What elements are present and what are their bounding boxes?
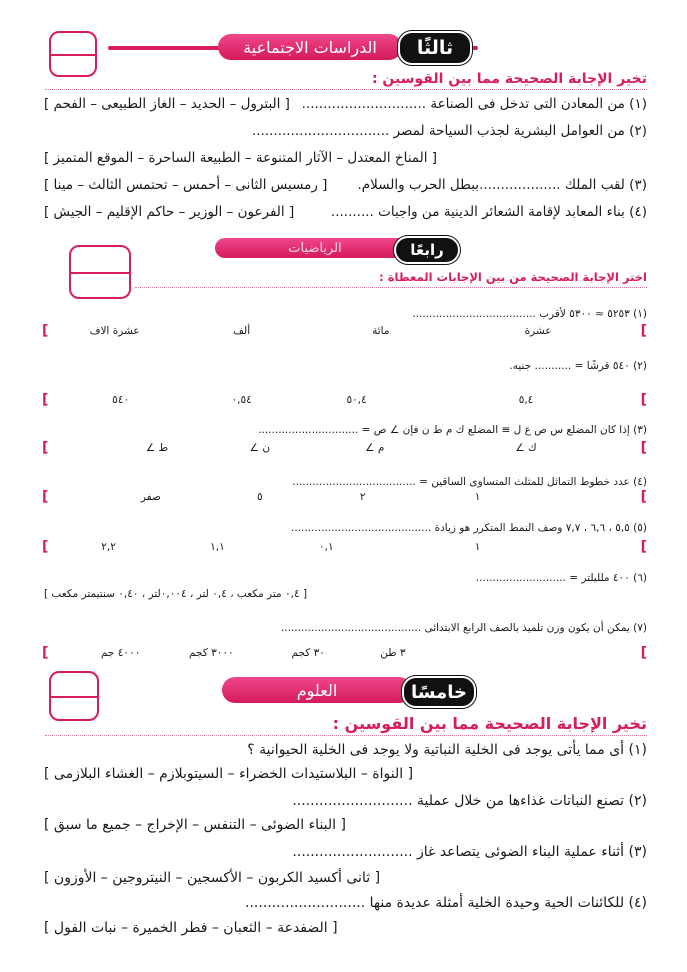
option: ٥,٤ [518, 394, 534, 406]
math-options-5 [42, 539, 647, 557]
option: صفر [140, 491, 161, 503]
option: ∠ م [365, 442, 385, 454]
bracket-right: [ [640, 489, 647, 505]
option: ألف [233, 325, 251, 337]
math-options-3 [42, 440, 647, 458]
section-title-social: الدراسات الاجتماعية [218, 34, 402, 60]
bracket-right: [ [640, 645, 647, 661]
bracket-left: [ [42, 323, 49, 339]
option: ٢,٢ [101, 541, 116, 553]
choices-social-2: [ المناخ المعتدل – الآثار المتنوعة – الطبيعة الساحرة – الموقع المتميز ] [44, 150, 437, 166]
choices-social-1: [ البترول – الحديد – الغاز الطبيعى – الفحم ] [44, 96, 290, 112]
choices-social-3: [ رمسيس الثانى – أحمس – تحتمس الثالث – مينا ] [44, 177, 328, 193]
option: ١,١ [210, 541, 225, 553]
math-question-7: (٧) يمكن أن يكون وزن تلميذ بالصف الرابع الابتدائى .......................................... [280, 622, 647, 634]
question-science-2: (٢) تصنع النباتات غذاءها من خلال عملية ........................... [292, 793, 647, 809]
math-question-6: (٦) ٤٠٠ ملليلتر = ........................... [475, 572, 647, 584]
choices-science-3: [ ثانى أكسيد الكربون – الأكسجين – النيتروجين – الأوزون ] [44, 870, 381, 886]
choices-science-1: [ النواة – البلاستيدات الخضراء – السيتوبلازم – الغشاء البلازمى ] [44, 766, 414, 782]
option: ∠ ك [515, 442, 537, 454]
question-science-3: (٣) أثناء عملية البناء الضوئى يتصاعد غاز ........................... [292, 844, 647, 860]
score-box-social [49, 31, 97, 77]
bracket-right: [ [640, 539, 647, 555]
option: ٣٠٠٠ كجم [189, 647, 234, 659]
question-social-3: (٣) لقب الملك ...................ببطل الحرب والسلام. [357, 177, 647, 193]
bracket-left: [ [42, 440, 49, 456]
math-options-1 [42, 323, 647, 341]
option: مائة [372, 325, 390, 337]
bracket-left: [ [42, 539, 49, 555]
section-tag-math: رابعًا [394, 236, 460, 264]
option: ٥٠,٤ [346, 394, 367, 406]
option: ٣٠ كجم [291, 647, 325, 659]
option: ٢ [359, 491, 366, 503]
question-social-1: (١) من المعادن التى تدخل فى الصناعة ............................. [301, 96, 647, 112]
score-box-science [49, 671, 99, 721]
option: ٣ طن [380, 647, 406, 659]
question-science-4: (٤) للكائنات الحية وحيدة الخلية أمثلة عديدة منها ........................... [245, 895, 647, 911]
option: ٤٠٠٠ جم [100, 647, 141, 659]
bracket-right: [ [640, 323, 647, 339]
option: ٠,١ [319, 541, 334, 553]
score-box-math [69, 245, 131, 299]
option: ٥٤٠ [112, 394, 130, 406]
heading-underline [135, 287, 647, 289]
heading-underline [45, 735, 647, 737]
bracket-left: [ [42, 392, 49, 408]
option: عشرة الاف [89, 325, 140, 337]
option: ٠,٥٤ [231, 394, 252, 406]
option: ٥ [256, 491, 263, 503]
section-title-science: العلوم [222, 677, 412, 703]
math-question-3: (٣) إذا كان المضلع س ص ع ل ≡ المضلع ك م ط ن فإن ∠ ص = .............................. [258, 424, 647, 436]
section-title-math: الرياضيات [215, 238, 415, 258]
bracket-left: [ [42, 645, 49, 661]
section-tag-science: خامسًا [402, 676, 476, 708]
math-question-5: (٥) ٥,٥ ، ٦,٦ ، ٧,٧ وصف النمط المتكرر هو زيادة .......................................... [291, 522, 647, 534]
question-social-4: (٤) بناء المعابد لإقامة الشعائر الدينية من واجبات .......... [330, 204, 647, 220]
heading-underline [45, 89, 647, 91]
choices-social-4: [ الفرعون – الوزير – حاكم الإقليم – الجيش ] [44, 204, 295, 220]
math-question-1: (١) ٥٢٥٣ ≈ ٥٣٠٠ لأقرب ..................................... [412, 308, 647, 320]
option: عشرة [524, 325, 552, 337]
math-options-7 [42, 645, 647, 663]
option: ١ [474, 541, 481, 553]
math-question-4: (٤) عدد خطوط التماثل للمثلث المتساوى الساقين = ..................................... [292, 476, 647, 488]
bracket-right: [ [640, 440, 647, 456]
bracket-right: [ [640, 392, 647, 408]
option: ١ [474, 491, 481, 503]
instruction-social: تخير الإجابة الصحيحة مما بين القوسين : [371, 71, 647, 87]
question-social-2: (٢) من العوامل البشرية لجذب السياحة لمصر ................................ [251, 123, 647, 139]
instruction-science: تخير الإجابة الصحيحة مما بين القوسين : [332, 714, 647, 733]
question-science-1: (١) أى مما يأتى يوجد فى الخلية النباتية ولا يوجد فى الخلية الحيوانية ؟ [247, 742, 647, 758]
option: ∠ ط [145, 442, 169, 454]
math-options-6: [ ٠,٤ متر مكعب ، ٠,٤ لتر ، ٠,٠٠٤لتر ، ٠,٤٠ سنتيمتر مكعب ] [44, 588, 308, 600]
instruction-math: اختر الإجابة الصحيحة من بين الإجابات المعطاة : [379, 270, 647, 284]
section-tag-social: ثالثًا [398, 31, 472, 65]
bracket-left: [ [42, 489, 49, 505]
choices-science-2: [ البناء الضوئى – التنفس – الإخراج – جميع ما سبق ] [44, 817, 346, 833]
choices-science-4: [ الضفدعة – الثعبان – فطر الخميرة – نبات الفول ] [44, 920, 338, 936]
math-options-2 [42, 392, 647, 410]
math-options-4 [42, 489, 647, 507]
math-question-2: (٢) ٥٤٠ قرشًا = ........... جنيه. [509, 360, 647, 372]
option: ∠ ن [249, 442, 271, 454]
